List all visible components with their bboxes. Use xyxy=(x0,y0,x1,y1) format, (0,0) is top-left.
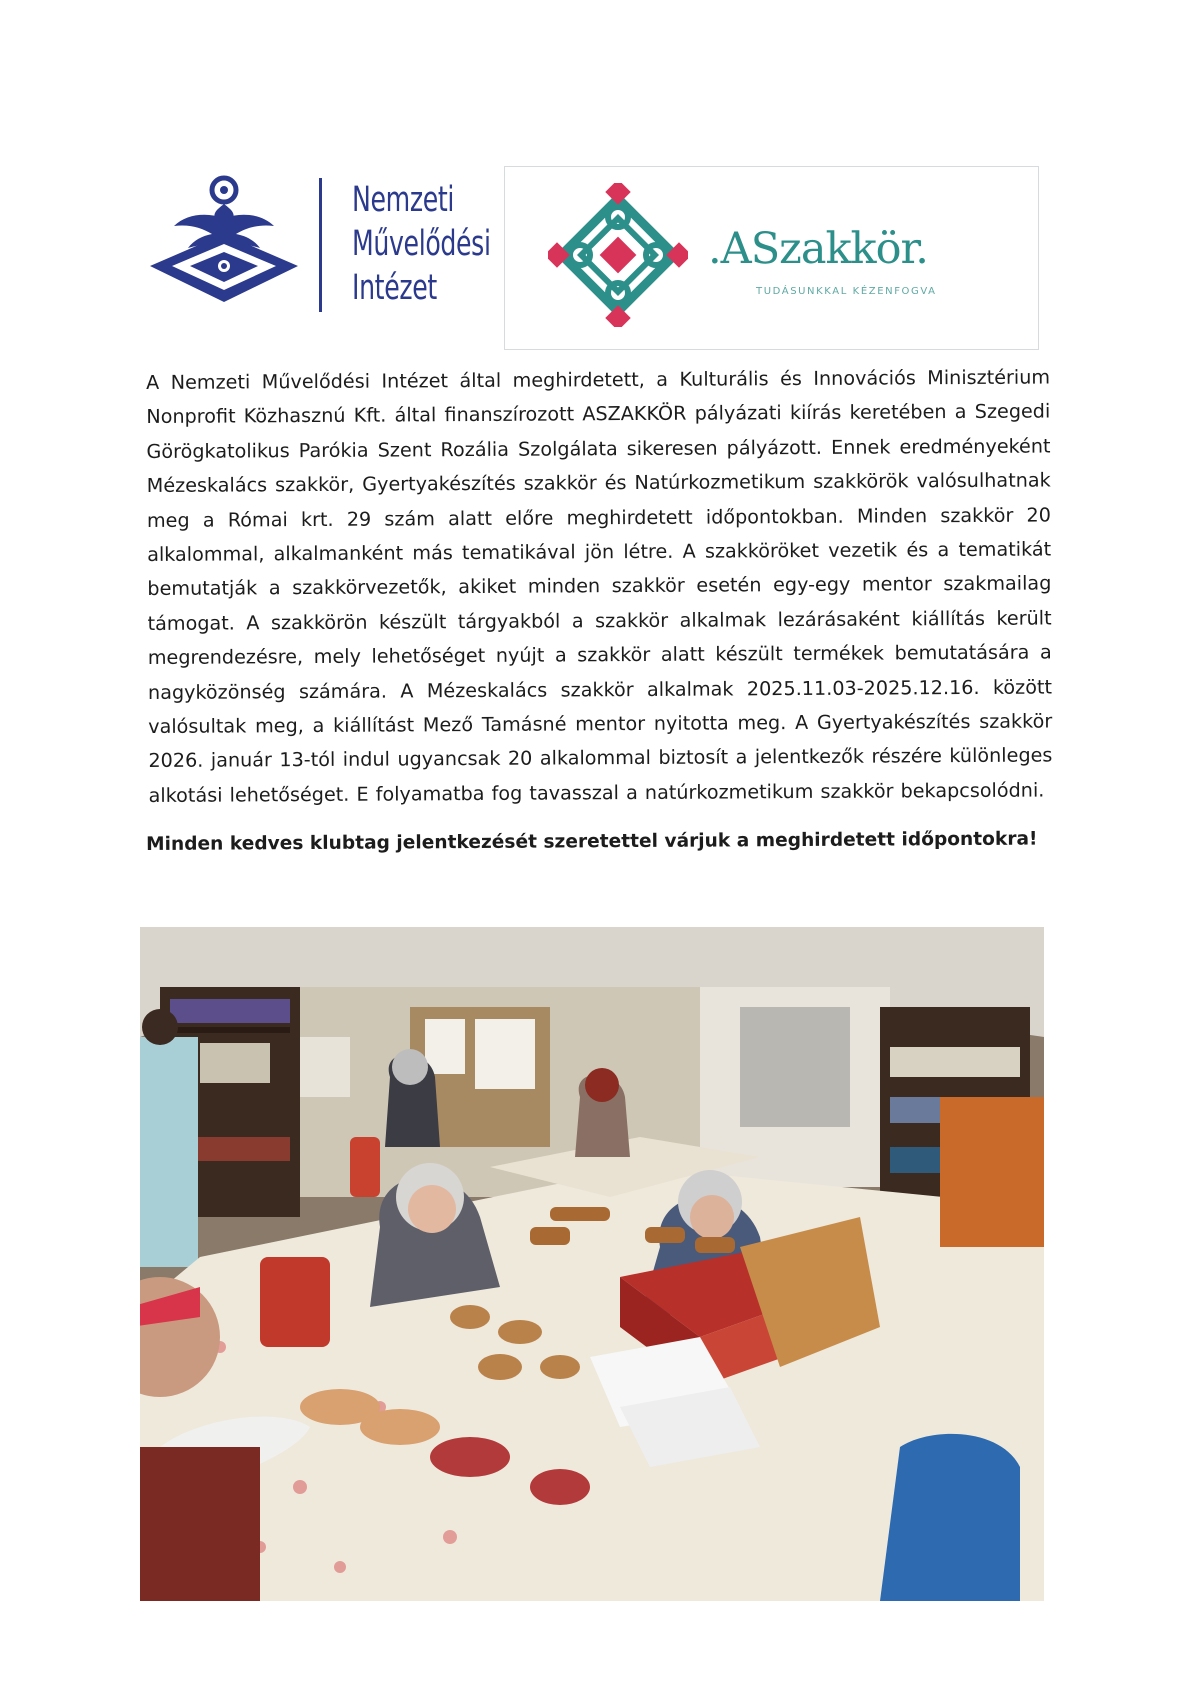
photo-illustration-icon xyxy=(140,927,1044,1601)
nmi-line-2: Művelődési xyxy=(352,224,491,264)
announcement-closing: Minden kedves klubtag jelentkezését szeretettel várjuk a meghirdetett időpontokra! xyxy=(146,828,1038,855)
logo-divider xyxy=(319,178,322,312)
aszakkor-name: .ASzakkör. xyxy=(708,224,928,274)
nmi-line-3: Intézet xyxy=(352,268,437,308)
gingerbread-workshop-photo xyxy=(140,927,1044,1601)
aszakkor-emblem-icon xyxy=(548,183,688,327)
announcement-body xyxy=(146,360,1053,813)
aszakkor-tagline: TUDÁSUNKKAL KÉZENFOGVA xyxy=(756,286,937,297)
announcement-paragraph: A Nemzeti Művelődési Intézet által meghirdetett, a Kulturális és Innovációs Minisztérium Nonprofit Közhasznú Kft. által finanszírozott ASZAKKÖR pályázati kiírás keretében a Szegedi Görögkatolikus Parókia Szent Rozália Szolgálata sikeresen pályázott. Ennek eredményeként Mézeskalács szakkör, Gyertyakészítés szakkör és Natúrkozmetikum szakkörök valósulhatnak meg a Római krt. 29 szám alatt előre meghirdetett időpontokban. Minden szakkör 20 alkalommal, alkalmanként más tematikával jön létre. A szakköröket vezetik és a tematikát bemutatják a szakkörvezetők, akiket minden szakkör esetén egy-egy mentor szakmailag támogat. A szakkörön készült tárgyakból a szakkör alkalmak lezárásaként kiállítás került megrendezésre, mely lehetőséget nyújt a szakkör alatt készült termékek bemutatására a nagyközönség számára. A Mézeskalács szakkör alkalmak 2025.11.03-2025.12.16. között valósultak meg, a kiállítást Mező Tamásné mentor nyitotta meg. A Gyertyakészítés szakkör 2026. január 13-tól indul ugyancsak 20 alkalommal biztosít a jelentkezők részére különleges alkotási lehetőséget. E folyamatba fog tavasszal a natúrkozmetikum szakkör bekapcsolódni. xyxy=(146,365,1053,807)
nmi-emblem-icon xyxy=(150,174,298,302)
nmi-line-1: Nemzeti xyxy=(352,180,455,220)
nmi-wordmark xyxy=(352,178,491,310)
